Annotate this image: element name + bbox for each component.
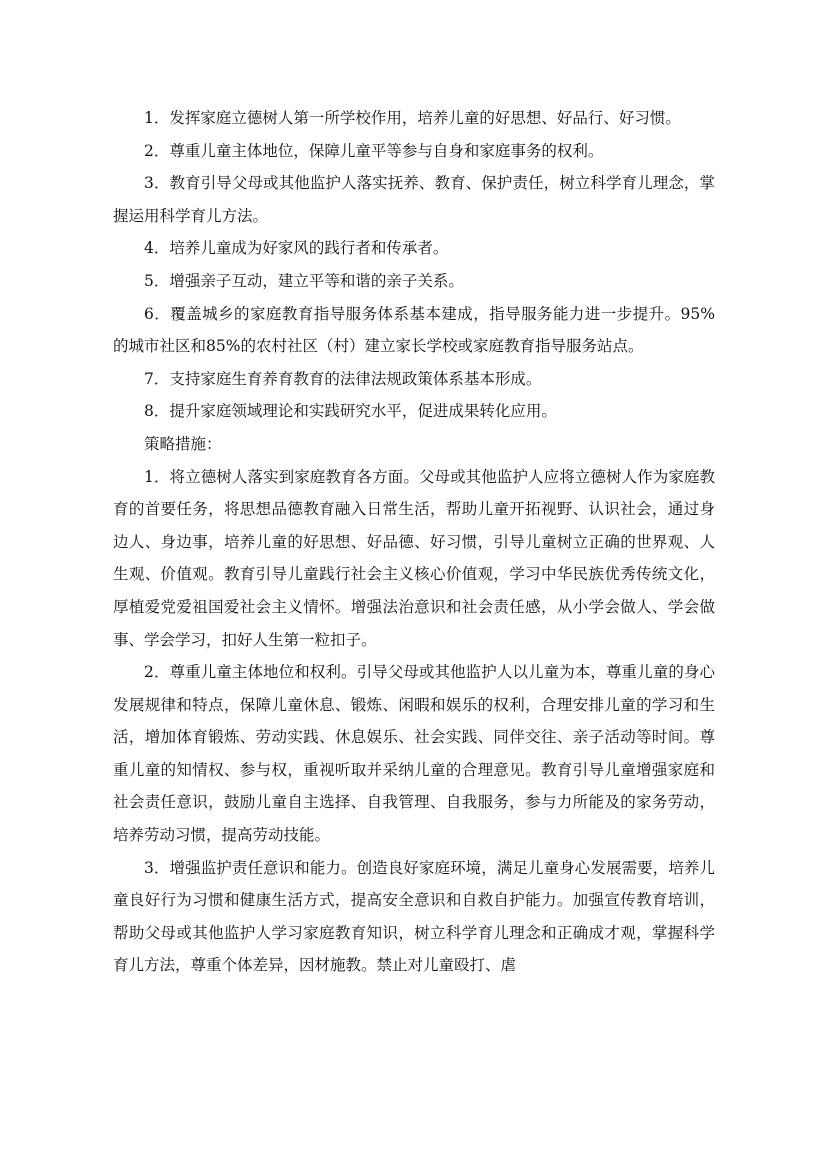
goal-item-2: 2．尊重儿童主体地位，保障儿童平等参与自身和家庭事务的权利。 <box>144 141 604 160</box>
measure-item-2: 2．尊重儿童主体地位和权利。引导父母或其他监护人以儿童为本，尊重儿童的身心发展规律和特点，保障儿童休息、锻炼、闲暇和娱乐的权利，合理安排儿童的学习和生活，增加体育锻炼、劳动实践、休息娱乐、社会实践、同伴交往、亲子活动等时间。尊重儿童的知情权、参与权，重视听取并采纳儿童的合理意见。教育引导儿童增强家庭和社会责任意识，鼓励儿童自主选择、自我管理、自我服务，参与力所能及的家务劳动，培养劳动习惯，提高劳动技能。 <box>113 663 715 845</box>
goal-item-5: 5．增强亲子互动，建立平等和谐的亲子关系。 <box>144 271 464 290</box>
measure-item-3: 3．增强监护责任意识和能力。创造良好家庭环境，满足儿童身心发展需要，培养儿童良好行为习惯和健康生活方式，提高安全意识和自救自护能力。加强宣传教育培训，帮助父母或其他监护人学习家庭教育知识，树立科学育儿理念和正确成才观，掌握科学育儿方法，尊重个体差异，因材施教。禁止对儿童殴打、虐 <box>113 858 715 975</box>
document-body <box>113 102 715 982</box>
goal-item-8: 8．提升家庭领域理论和实践研究水平，促进成果转化应用。 <box>144 402 557 421</box>
goal-item-6: 6．覆盖城乡的家庭教育指导服务体系基本建成，指导服务能力进一步提升。95%的城市社区和85%的农村社区（村）建立家长学校或家庭教育指导服务站点。 <box>113 304 715 356</box>
goal-item-7: 7．支持家庭生育养育教育的法律法规政策体系基本形成。 <box>144 369 542 388</box>
goal-item-4: 4．培养儿童成为好家风的践行者和传承者。 <box>144 239 449 258</box>
goal-item-3: 3．教育引导父母或其他监护人落实抚养、教育、保护责任，树立科学育儿理念，掌握运用科学育儿方法。 <box>113 174 715 225</box>
goal-item-1: 1．发挥家庭立德树人第一所学校作用，培养儿童的好思想、好品行、好习惯。 <box>144 109 681 127</box>
section-heading-measures: 策略措施： <box>144 434 222 453</box>
measure-item-1: 1．将立德树人落实到家庭教育各方面。父母或其他监护人应将立德树人作为家庭教育的首要任务，将思想品德教育融入日常生活，帮助儿童开拓视野、认识社会，通过身边人、身边事，培养儿童的好思想、好品德、好习惯，引导儿童树立正确的世界观、人生观、价值观。教育引导儿童践行社会主义核心价值观，学习中华民族优秀传统文化，厚植爱党爱祖国爱社会主义情怀。增强法治意识和社会责任感，从小学会做人、学会做事、学会学习，扣好人生第一粒扣子。 <box>113 467 715 649</box>
